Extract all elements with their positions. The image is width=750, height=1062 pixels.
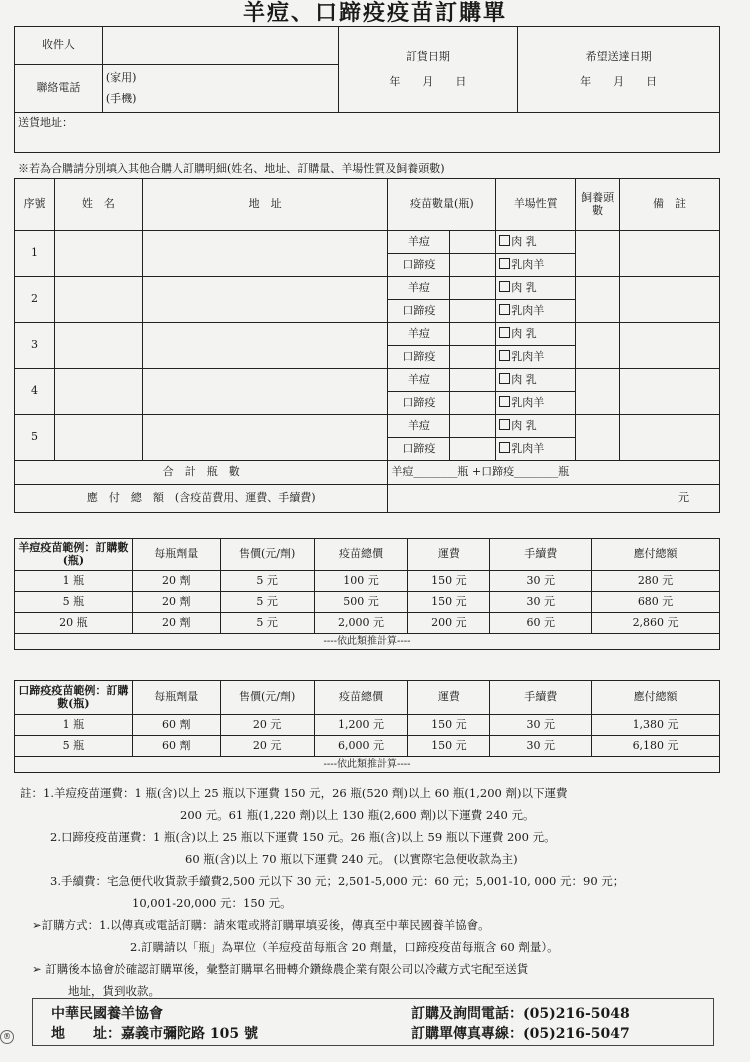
cell: 150 元 (408, 715, 490, 736)
col-vaccine-qty: 疫苗數量(瓶) (388, 179, 496, 231)
farm-type-dairy-meat-sheep[interactable] (496, 392, 576, 415)
sheep-pox-example-table (14, 538, 720, 650)
cell: 5 瓶 (15, 736, 133, 757)
farm-type-meat-dairy[interactable] (496, 231, 576, 254)
checkbox-dairy-meat[interactable] (499, 442, 510, 453)
fmd-qty-field[interactable] (450, 254, 496, 277)
note-line: 10,001-20,000 元：150 元。 (132, 896, 292, 910)
address-field[interactable] (142, 415, 388, 461)
fmd-qty-field[interactable] (450, 438, 496, 461)
sheep-pox-qty-field[interactable] (450, 277, 496, 300)
address-field[interactable] (142, 323, 388, 369)
note-line: 地址，貨到收款。 (68, 984, 160, 998)
note-line: 3.手續費：宅急便代收貨款手續費2,500 元以下 30 元；2,501-5,000 元：60 元；5,001-10, 000 元：90 元； (50, 874, 625, 888)
order-date-cell[interactable] (338, 27, 518, 113)
name-field[interactable] (54, 231, 142, 277)
cell: 20 元 (220, 736, 314, 757)
farm-type-meat-dairy[interactable] (496, 369, 576, 392)
cell: 30 元 (490, 592, 592, 613)
header-dose: 每瓶劑量 (132, 681, 220, 715)
farm-option-label: 肉 乳 (511, 373, 537, 387)
order-fax: 訂購單傳真專線：(05)216-5047 (411, 1026, 630, 1042)
instruction-text: ※若為合購請分別填入其他合購人訂購明細(姓名、地址、訂購量、羊場性質及飼養頭數) (18, 162, 445, 175)
header-shipping: 運費 (408, 681, 490, 715)
table-row (15, 613, 720, 634)
fmd-footer: ----依此類推計算---- (15, 757, 720, 773)
heads-field[interactable] (576, 415, 620, 461)
sheep-pox-label: 羊痘 (388, 277, 450, 300)
table-row (15, 571, 720, 592)
farm-option-label: 肉 乳 (511, 419, 537, 433)
cell: 30 元 (490, 571, 592, 592)
note-line: 2.訂購請以「瓶」為單位（羊痘疫苗每瓶含 20 劑量，口蹄疫疫苗每瓶含 60 劑量）。 (130, 940, 559, 954)
sheep-pox-corner: 羊痘疫苗範例：訂購數(瓶) (15, 539, 133, 571)
cell: 5 瓶 (15, 592, 133, 613)
remarks-field[interactable] (620, 323, 720, 369)
address-field[interactable] (15, 113, 720, 153)
farm-type-meat-dairy[interactable] (496, 277, 576, 300)
address-field[interactable] (142, 277, 388, 323)
delivery-date-value: 年 月 日 (580, 74, 658, 88)
org-name: 中華民國養羊協會 (51, 1006, 163, 1022)
note-line: 200 元。61 瓶(1,220 劑)以上 130 瓶(2,600 劑)以下運費 240 元。 (180, 808, 535, 822)
farm-option-label: 肉 乳 (511, 327, 537, 341)
checkbox-dairy-meat[interactable] (499, 396, 510, 407)
recipient-label: 收件人 (15, 27, 103, 65)
farm-type-dairy-meat-sheep[interactable] (496, 300, 576, 323)
col-farm-type: 羊場性質 (496, 179, 576, 231)
mobile-phone-label: (手機) (105, 91, 137, 105)
delivery-date-label: 希望送達日期 (585, 49, 652, 63)
recipient-field[interactable] (102, 27, 338, 65)
fmd-label: 口蹄疫 (388, 254, 450, 277)
cell: 150 元 (408, 571, 490, 592)
row-seq: 2 (15, 277, 55, 323)
cell: 500 元 (314, 592, 408, 613)
sheep-pox-qty-field[interactable] (450, 231, 496, 254)
sheep-pox-footer: ----依此類推計算---- (15, 634, 720, 650)
phone-field[interactable] (102, 65, 338, 113)
cell: 20 元 (220, 715, 314, 736)
remarks-field[interactable] (620, 277, 720, 323)
cell: 100 元 (314, 571, 408, 592)
farm-type-dairy-meat-sheep[interactable] (496, 438, 576, 461)
notes-section (20, 782, 720, 1002)
cell: 2,860 元 (592, 613, 720, 634)
col-remarks: 備 註 (620, 179, 720, 231)
note-line: 註：1.羊痘疫苗運費：1 瓶(含)以上 25 瓶以下運費 150 元，26 瓶(520 劑)以上 60 瓶(1,200 劑)以下運費 (20, 786, 568, 800)
farm-option-label: 乳肉羊 (511, 350, 545, 364)
farm-type-meat-dairy[interactable] (496, 415, 576, 438)
cell: 200 元 (408, 613, 490, 634)
fmd-qty-field[interactable] (450, 392, 496, 415)
fmd-label: 口蹄疫 (388, 438, 450, 461)
name-field[interactable] (54, 369, 142, 415)
sheep-pox-label: 羊痘 (388, 369, 450, 392)
header-dose: 每瓶劑量 (132, 539, 220, 571)
header-fee: 手續費 (490, 539, 592, 571)
total-label: 合 計 瓶 數 (15, 461, 388, 485)
col-heads: 飼養頭數 (576, 179, 620, 231)
cell: 20 劑 (132, 613, 220, 634)
farm-type-dairy-meat-sheep[interactable] (496, 346, 576, 369)
cell: 2,000 元 (314, 613, 408, 634)
row-seq: 3 (15, 323, 55, 369)
header-price: 售價(元/劑) (220, 681, 314, 715)
cell: 150 元 (408, 736, 490, 757)
cell: 60 元 (490, 613, 592, 634)
address-field[interactable] (142, 369, 388, 415)
farm-type-meat-dairy[interactable] (496, 323, 576, 346)
fmd-qty-field[interactable] (450, 300, 496, 323)
table-row (15, 715, 720, 736)
cell: 680 元 (592, 592, 720, 613)
checkbox-meat[interactable] (499, 235, 510, 246)
fmd-label: 口蹄疫 (388, 300, 450, 323)
sheep-pox-qty-field[interactable] (450, 369, 496, 392)
name-field[interactable] (54, 415, 142, 461)
sheep-pox-qty-field[interactable] (450, 323, 496, 346)
cell: 1,380 元 (592, 715, 720, 736)
sheep-pox-qty-field[interactable] (450, 415, 496, 438)
fmd-qty-field[interactable] (450, 346, 496, 369)
header-vaccine-total: 疫苗總價 (314, 681, 408, 715)
fmd-label: 口蹄疫 (388, 392, 450, 415)
table-row (15, 592, 720, 613)
cell: 5 元 (220, 592, 314, 613)
registered-mark-icon: ® (0, 1030, 14, 1044)
row-seq: 4 (15, 369, 55, 415)
heads-field[interactable] (576, 231, 620, 277)
note-line: ➢ 訂購後本協會於確認訂購單後，彙整訂購單名冊轉介鑽綠農企業有限公司以冷藏方式宅配至送貨 (32, 962, 529, 976)
home-phone-label: (家用) (105, 70, 137, 84)
cell: 280 元 (592, 571, 720, 592)
heads-field[interactable] (576, 323, 620, 369)
sheep-pox-label: 羊痘 (388, 323, 450, 346)
cell: 60 劑 (132, 715, 220, 736)
org-address: 地 址：嘉義市彌陀路 105 號 (51, 1026, 258, 1042)
table-row (15, 736, 720, 757)
row-seq: 1 (15, 231, 55, 277)
checkbox-dairy-meat[interactable] (499, 304, 510, 315)
payable-field[interactable] (388, 485, 720, 513)
order-date-value: 年 月 日 (389, 74, 467, 88)
farm-option-label: 乳肉羊 (511, 442, 545, 456)
heads-field[interactable] (576, 277, 620, 323)
form-title: 羊痘、口蹄疫疫苗訂購單 (242, 0, 507, 26)
header-payable: 應付總額 (592, 539, 720, 571)
checkbox-meat[interactable] (499, 327, 510, 338)
checkbox-meat[interactable] (499, 373, 510, 384)
col-name: 姓 名 (54, 179, 142, 231)
remarks-field[interactable] (620, 369, 720, 415)
cell: 20 劑 (132, 592, 220, 613)
name-field[interactable] (54, 323, 142, 369)
farm-type-dairy-meat-sheep[interactable] (496, 254, 576, 277)
phone-label: 聯絡電話 (15, 65, 103, 113)
checkbox-meat[interactable] (499, 281, 510, 292)
col-seq: 序號 (15, 179, 55, 231)
farm-option-label: 乳肉羊 (511, 304, 545, 318)
header-price: 售價(元/劑) (220, 539, 314, 571)
fmd-label: 口蹄疫 (388, 346, 450, 369)
note-line: ➢訂購方式：1.以傳真或電話訂購：請來電或將訂購單填妥後，傳真至中華民國養羊協會。 (32, 918, 490, 932)
cell: 5 元 (220, 571, 314, 592)
fmd-example-table (14, 680, 720, 773)
col-address: 地 址 (142, 179, 388, 231)
header-table (14, 26, 720, 153)
contact-box (32, 998, 714, 1046)
cell: 30 元 (490, 715, 592, 736)
total-field[interactable]: 羊痘________瓶 +口蹄疫________瓶 (388, 461, 720, 485)
farm-option-label: 肉 乳 (511, 281, 537, 295)
address-label: 送貨地址： (18, 116, 73, 129)
delivery-date-cell[interactable] (518, 27, 720, 113)
cell: 60 劑 (132, 736, 220, 757)
header-shipping: 運費 (408, 539, 490, 571)
remarks-field[interactable] (620, 415, 720, 461)
order-table (14, 178, 720, 513)
note-line: 60 瓶(含)以上 70 瓶以下運費 240 元。 (以實際宅急便收款為主) (185, 852, 518, 866)
sheep-pox-label: 羊痘 (388, 415, 450, 438)
cell: 5 元 (220, 613, 314, 634)
cell: 20 瓶 (15, 613, 133, 634)
sheep-pox-label: 羊痘 (388, 231, 450, 254)
name-field[interactable] (54, 277, 142, 323)
farm-option-label: 乳肉羊 (511, 258, 545, 272)
note-line: 2.口蹄疫疫苗運費：1 瓶(含)以上 25 瓶以下運費 150 元。26 瓶(含)以上 59 瓶以下運費 200 元。 (50, 830, 556, 844)
cell: 1 瓶 (15, 571, 133, 592)
header-payable: 應付總額 (592, 681, 720, 715)
address-field[interactable] (142, 231, 388, 277)
cell: 6,000 元 (314, 736, 408, 757)
cell: 1,200 元 (314, 715, 408, 736)
checkbox-dairy-meat[interactable] (499, 350, 510, 361)
checkbox-dairy-meat[interactable] (499, 258, 510, 269)
order-phone: 訂購及詢問電話：(05)216-5048 (411, 1006, 630, 1022)
order-date-label: 訂貨日期 (405, 49, 450, 63)
cell: 1 瓶 (15, 715, 133, 736)
heads-field[interactable] (576, 369, 620, 415)
farm-option-label: 乳肉羊 (511, 396, 545, 410)
remarks-field[interactable] (620, 231, 720, 277)
cell: 20 劑 (132, 571, 220, 592)
cell: 6,180 元 (592, 736, 720, 757)
row-seq: 5 (15, 415, 55, 461)
checkbox-meat[interactable] (499, 419, 510, 430)
cell: 150 元 (408, 592, 490, 613)
fmd-corner: 口蹄疫疫苗範例：訂購數(瓶) (15, 681, 133, 715)
header-fee: 手續費 (490, 681, 592, 715)
farm-option-label: 肉 乳 (511, 235, 537, 249)
header-vaccine-total: 疫苗總價 (314, 539, 408, 571)
cell: 30 元 (490, 736, 592, 757)
payable-label: 應 付 總 額 (含疫苗費用、運費、手續費) (15, 485, 388, 513)
payable-unit: 元 (678, 491, 689, 505)
